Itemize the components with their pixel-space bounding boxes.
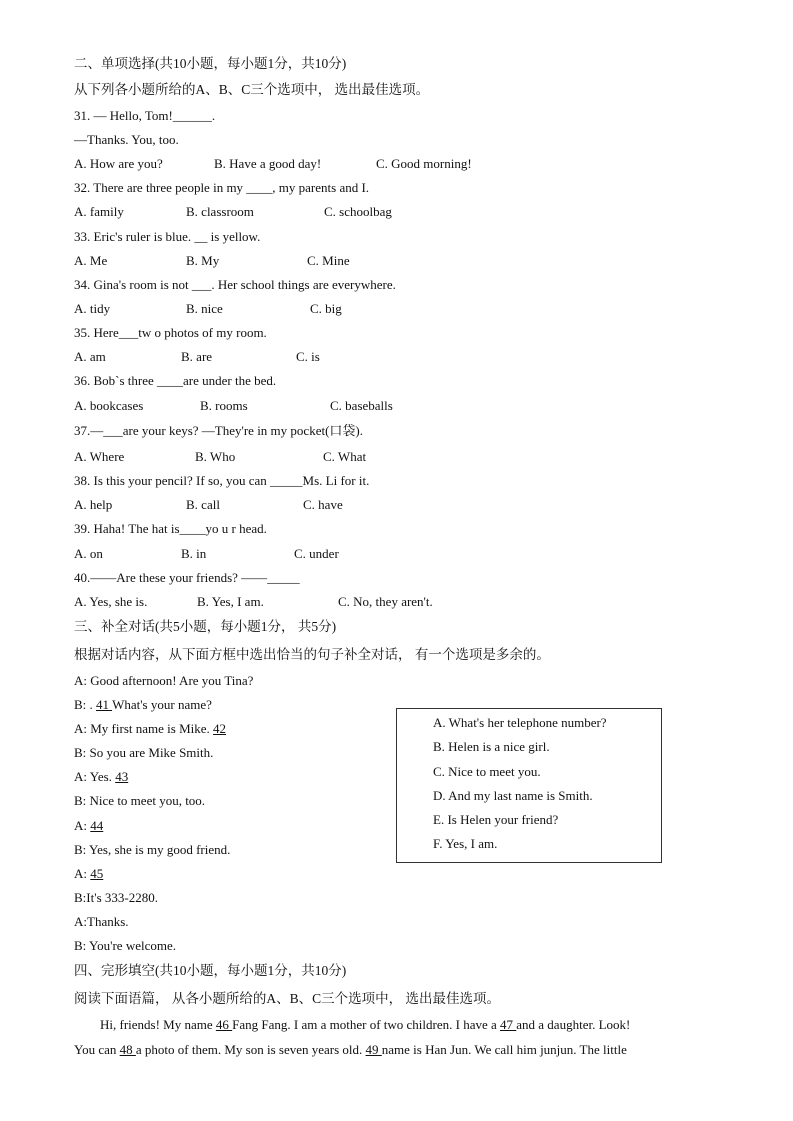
q37-option-a: A. Where: [74, 449, 125, 464]
blank-45: 45: [90, 866, 104, 881]
box-option-c: C. Nice to meet you.: [433, 764, 541, 779]
q34-option-b: B. nice: [186, 301, 223, 316]
question-35-stem: 35. Here___tw o photos of my room.: [74, 325, 267, 340]
q32-option-a: A. family: [74, 204, 124, 219]
question-37-stem: 37.—___are your keys? —They're in my pocket(口袋).: [74, 423, 363, 438]
dialogue-line: A:Thanks.: [74, 914, 129, 929]
section2-instruction: 从下列各小题所给的A、B、C三个选项中， 选出最佳选项。: [74, 82, 430, 97]
passage-line-1: [100, 1017, 630, 1033]
box-option-b: B. Helen is a nice girl.: [433, 739, 550, 754]
q32-option-c: C. schoolbag: [324, 204, 392, 219]
question-38-stem: 38. Is this your pencil? If so, you can _____Ms. Li for it.: [74, 473, 370, 488]
q39-option-c: C. under: [294, 546, 339, 561]
q33-option-c: C. Mine: [307, 253, 350, 268]
dialogue-line-45: [74, 866, 103, 882]
q36-option-c: C. baseballs: [330, 398, 393, 413]
passage-text: Fang Fang. I am a mother of two children. I have a: [232, 1017, 501, 1032]
q37-option-b: B. Who: [195, 449, 236, 464]
q31-option-a: A. How are you?: [74, 156, 163, 171]
q37-option-c: C. What: [323, 449, 367, 464]
box-option-a: A. What's her telephone number?: [433, 715, 607, 730]
passage-text: a photo of them. My son is seven years old.: [135, 1042, 366, 1057]
dialogue-line: B:It's 333-2280.: [74, 890, 158, 905]
box-option-e: E. Is Helen your friend?: [433, 812, 559, 827]
dialogue-line-43: [74, 769, 128, 785]
passage-text: Hi, friends! My name: [100, 1017, 216, 1032]
blank-48: 48: [119, 1042, 136, 1057]
dialogue-text: A: My first name is Mike.: [74, 721, 214, 736]
section3-heading: 三、补全对话(共5小题，每小题1分， 共5分): [74, 619, 337, 634]
q31-option-c: C. Good morning!: [376, 156, 472, 171]
q34-option-c: C. big: [310, 301, 342, 316]
dialogue-line-42: [74, 721, 226, 737]
dialogue-text: A:: [74, 866, 91, 881]
q35-option-c: C. is: [296, 349, 320, 364]
q35-option-a: A. am: [74, 349, 106, 364]
dialogue-text: A: Yes.: [74, 769, 116, 784]
question-33-stem: 33. Eric's ruler is blue. __ is yellow.: [74, 229, 261, 244]
q36-option-a: A. bookcases: [74, 398, 144, 413]
blank-41: 41: [96, 697, 113, 712]
dialogue-line: B: Nice to meet you, too.: [74, 793, 206, 808]
section2-heading: 二、单项选择(共10小题，每小题1分，共10分): [74, 56, 347, 71]
question-39-stem: 39. Haha! The hat is____yo u r head.: [74, 521, 267, 536]
passage-line-2: [74, 1042, 627, 1058]
dialogue-line: B: Yes, she is my good friend.: [74, 842, 231, 857]
question-36-stem: 36. Bob`s three ____are under the bed.: [74, 373, 277, 388]
dialogue-text: B: .: [74, 697, 97, 712]
q38-option-a: A. help: [74, 497, 113, 512]
q38-option-b: B. call: [186, 497, 220, 512]
question-34-stem: 34. Gina's room is not ___. Her school things are everywhere.: [74, 277, 396, 292]
blank-49: 49: [365, 1042, 382, 1057]
q39-option-a: A. on: [74, 546, 103, 561]
box-option-d: D. And my last name is Smith.: [433, 788, 593, 803]
blank-43: 43: [115, 769, 129, 784]
question-31-stem: 31. — Hello, Tom!______.: [74, 108, 216, 123]
passage-text: You can: [74, 1042, 120, 1057]
q38-option-c: C. have: [303, 497, 343, 512]
q39-option-b: B. in: [181, 546, 207, 561]
dialogue-line: B: So you are Mike Smith.: [74, 745, 214, 760]
blank-44: 44: [90, 818, 104, 833]
dialogue-text: What's your name?: [112, 697, 212, 712]
dialogue-text: A:: [74, 818, 91, 833]
q32-option-b: B. classroom: [186, 204, 254, 219]
options-box: [396, 708, 662, 863]
q35-option-b: B. are: [181, 349, 213, 364]
question-40-stem: 40.——Are these your friends? ——_____: [74, 570, 300, 585]
blank-42: 42: [213, 721, 227, 736]
q33-option-a: A. Me: [74, 253, 108, 268]
dialogue-line: B: You're welcome.: [74, 938, 177, 953]
q31-option-b: B. Have a good day!: [214, 156, 322, 171]
section4-instruction: 阅读下面语篇， 从各小题所给的A、B、C三个选项中， 选出最佳选项。: [74, 991, 501, 1006]
section3-instruction: 根据对话内容，从下面方框中选出恰当的句子补全对话， 有一个选项是多余的。: [74, 647, 550, 662]
box-option-f: F. Yes, I am.: [433, 836, 498, 851]
q36-option-b: B. rooms: [200, 398, 248, 413]
dialogue-line-44: [74, 818, 103, 834]
question-32-stem: 32. There are three people in my ____, my parents and I.: [74, 180, 370, 195]
blank-46: 46: [215, 1017, 233, 1032]
dialogue-line: A: Good afternoon! Are you Tina?: [74, 673, 254, 688]
question-31-reply: —Thanks. You, too.: [74, 132, 179, 147]
section4-heading: 四、完形填空(共10小题，每小题1分，共10分): [74, 963, 347, 978]
passage-text: name is Han Jun. We call him junjun. The little: [381, 1042, 627, 1057]
dialogue-line-41: [74, 697, 212, 713]
q34-option-a: A. tidy: [74, 301, 111, 316]
q40-option-c: C. No, they aren't.: [338, 594, 433, 609]
blank-47: 47: [500, 1017, 517, 1032]
passage-text: and a daughter. Look!: [516, 1017, 631, 1032]
q40-option-a: A. Yes, she is.: [74, 594, 148, 609]
q33-option-b: B. My: [186, 253, 220, 268]
q40-option-b: B. Yes, I am.: [197, 594, 264, 609]
